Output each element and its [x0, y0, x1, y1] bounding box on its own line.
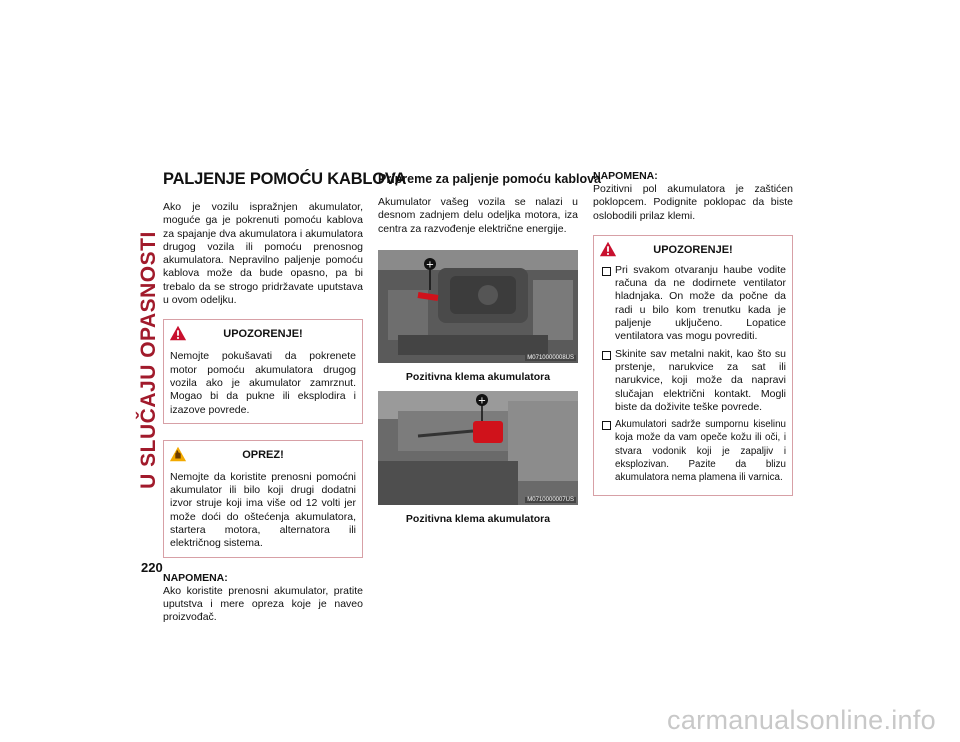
battery-terminal-illustration — [378, 391, 578, 505]
warning-box — [593, 235, 793, 496]
note-text: Ako koristite prenosni akumulator, pratite uputstva i mere opreza koje je naveo proizvođač. — [163, 584, 363, 624]
warning-header — [594, 236, 792, 264]
warning-header — [164, 320, 362, 348]
warning-text: Nemojte pokušavati da pokrenete motor pomoću akumulatora drugog vozila ako je akumulator zamrznut. Mogao bi da pukne ili eksplodira i izazove povrede. — [170, 350, 356, 416]
marker-plus: + — [477, 395, 487, 407]
marker-plus: + — [425, 259, 435, 271]
list-item: Pri svakom otvaranju haube vodite računa da ne dodirnete ventilator hladnjaka. On može da počne da radi u bilo kom trenutku kada je paljenje uključeno. Lopatice ventilatora vas mogu povrediti. — [600, 264, 786, 344]
battery-terminal-photo — [378, 391, 578, 505]
page-number: 220 — [141, 560, 163, 575]
note-title: NAPOMENA: — [163, 571, 228, 584]
chapter-title: U SLUČAJU OPASNOSTI — [137, 231, 161, 489]
note-title: NAPOMENA: — [593, 170, 658, 182]
column-middle — [378, 170, 601, 533]
caution-title: OPREZ! — [242, 448, 284, 461]
engine-bay-photo — [378, 250, 578, 363]
note-text: Pozitivni pol akumulatora je zaštićen poklopcem. Podignite poklopac da biste oslobodili prilaz klemi. — [593, 183, 793, 222]
image-code: M0710000007US — [527, 496, 574, 503]
section-title: PALJENJE POMOĆU KABLOVA — [163, 170, 407, 188]
warning-triangle-icon — [169, 324, 187, 342]
note-block — [163, 572, 363, 625]
chapter-side-tab — [138, 170, 160, 550]
column-right — [593, 170, 793, 496]
image-caption: Pozitivna klema akumulatora — [405, 512, 551, 525]
warning-title: UPOZORENJE! — [223, 328, 303, 341]
image-caption: Pozitivna klema akumulatora — [405, 370, 551, 383]
engine-bay-illustration — [378, 250, 578, 363]
warning-title: UPOZORENJE! — [653, 243, 733, 256]
warning-triangle-icon — [599, 240, 617, 258]
subsection-title: Pripreme za paljenje pomoću kablova — [378, 172, 601, 186]
image-code: M0710000008US — [527, 354, 574, 361]
caution-box — [163, 440, 363, 558]
caution-header — [164, 441, 362, 469]
column-left — [163, 170, 407, 625]
battery-location-paragraph: Akumulator vašeg vozila se nalazi u desnom zadnjem delu odeljka motora, iza centra za razvođenje električne energije. — [378, 196, 578, 235]
warning-box — [163, 319, 363, 423]
list-item: Skinite sav metalni nakit, kao što su prstenje, narukvice za sat ili narukvice, koji može da napravi slučajan električni kontakt. Mogli biste da doživite teške povrede. — [600, 348, 786, 414]
watermark-text: carmanualsonline.info — [667, 705, 936, 735]
list-item: Akumulatori sadrže sumpornu kiselinu koja može da vam opeče kožu ili oči, i stvara vodonik koji je zapaljiv i eksplozivan. Pazite da blizu akumulatora nema plamena ili varnica. — [600, 418, 786, 484]
note-block — [593, 170, 793, 223]
warning-list — [594, 264, 792, 495]
caution-hand-icon — [169, 445, 187, 463]
caution-text: Nemojte da koristite prenosni pomoćni akumulator ili bilo koji drugi dodatni izvor struje koji ima više od 12 volti jer može doći do oštećenja akumulatora, startera motora, alternatora ili električnog sistema. — [170, 470, 356, 550]
intro-paragraph: Ako je vozilu ispražnjen akumulator, moguće ga je pokrenuti pomoću kablova za spajanje dva akumulatora i akumulatora drugog vozila ili pomoću prenosnog akumulatora. Nepravilno paljenje pomoću kablova može da bude opasno, pa bi trebalo da se strogo pridržavate uputstava u ovom odeljku. — [163, 201, 363, 307]
